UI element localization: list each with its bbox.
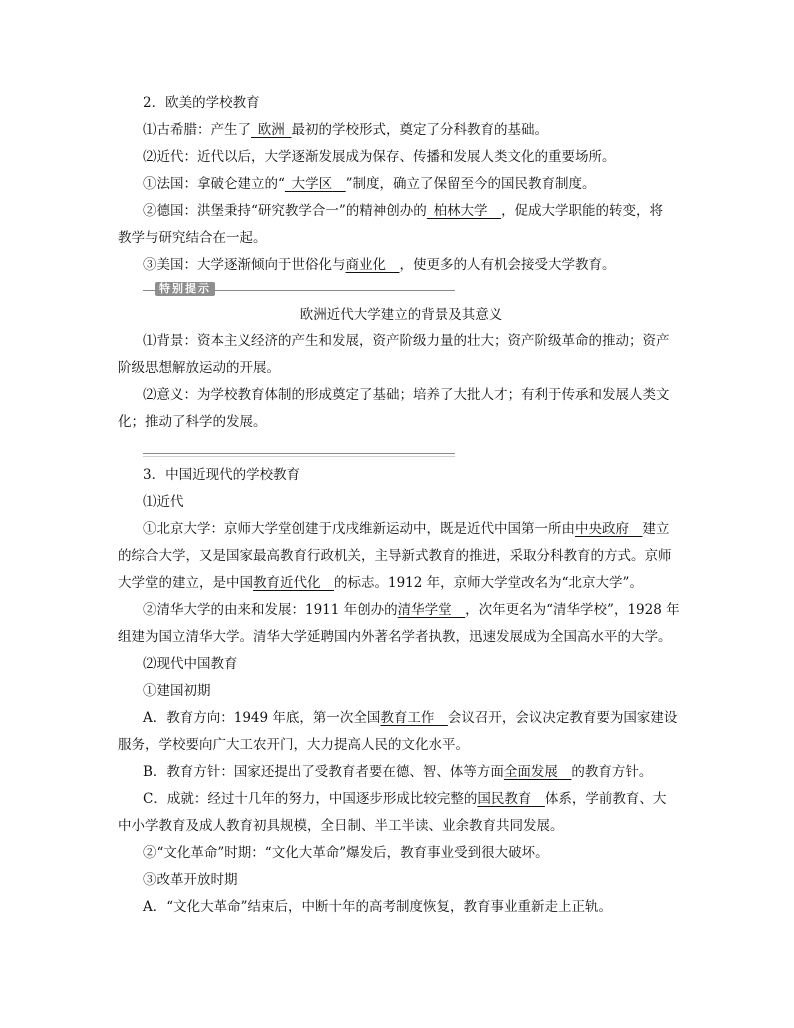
para-usa (143, 255, 684, 275)
answer-blank: 全面发展 (503, 764, 558, 780)
subheading-founding: ①建国初期 (143, 683, 211, 699)
para-achievement-cont: 中小学教育及成人教育初具规模，全日制、半工半读、业余教育共同发展。 (118, 818, 564, 834)
text: ，促成大学职能的转变，将 (501, 203, 664, 219)
para-tsinghua (143, 600, 684, 620)
text: C．成就：经过十几年的努力，中国逐步形成比较完整的 (143, 791, 478, 807)
text: ②清华大学的由来和发展：1911 年创办的 (143, 602, 398, 618)
text: ，使更多的人有机会接受大学教育。 (399, 257, 616, 273)
para-france (143, 174, 684, 194)
answer-blank: 大学区 (291, 176, 333, 192)
para-direction-cont: 服务，学校要向广大工农开门，大力提高人民的文化水平。 (118, 737, 469, 753)
tip-rule (143, 456, 455, 457)
subheading-reform: ③改革开放时期 (143, 872, 238, 888)
answer-blank: 清华学堂 (397, 602, 452, 618)
para-modern: ⑵近代：近代以后，大学逐渐发展成为保存、传播和发展人类文化的重要场所。 (143, 149, 616, 165)
text: B．教育方针：国家还提出了受教育者要在德、智、体等方面 (143, 764, 504, 780)
subheading-contemporary: ⑵现代中国教育 (143, 656, 238, 672)
tip-badge: 特别提示 (155, 282, 215, 296)
text: ②德国：洪堡秉持“研究教学合一”的精神创办的 (143, 203, 427, 219)
answer-blank: 欧洲 (257, 122, 285, 138)
tip-footer-rule (143, 451, 455, 457)
answer-blank: 教育工作 (380, 710, 435, 726)
text: 最初的学校形式，奠定了分科教育的基础。 (291, 122, 548, 138)
text: A．教育方向：1949 年底，第一次全国 (143, 710, 381, 726)
text: 建立 (642, 521, 670, 537)
text: 的教育方针。 (571, 764, 653, 780)
text: ⑴古希腊：产生了 (143, 122, 251, 138)
para-tsinghua-cont: 组建为国立清华大学。清华大学延聘国内外著名学者执教，迅速发展成为全国高水平的大学。 (118, 629, 672, 645)
tip-significance-cont: 化；推动了科学的发展。 (118, 414, 267, 430)
para-germany (143, 201, 684, 221)
text: ，次年更名为“清华学校”，1928 年 (465, 602, 680, 618)
para-reform-a: A．“文化大革命”结束后，中断十年的高考制度恢复，教育事业重新走上正轨。 (143, 899, 613, 915)
answer-blank: 教育近代化 (253, 575, 321, 591)
tip-significance: ⑵意义：为学校教育体制的形成奠定了基础；培养了大批人才；有利于传承和发展人类文 (143, 387, 670, 403)
para-germany-cont: 教学与研究结合在一起。 (118, 230, 267, 246)
para-ancient-greece (143, 120, 684, 140)
para-peking-university (143, 519, 684, 539)
para-direction (143, 708, 684, 728)
text: 体系，学前教育、大 (544, 791, 667, 807)
section-heading-china: 3．中国近现代的学校教育 (143, 467, 301, 483)
text: ”制度，确立了保留至今的国民教育制度。 (345, 176, 596, 192)
para-cultural-revolution: ②“文化革命”时期：“文化大革命”爆发后，教育事业受到很大破坏。 (143, 845, 549, 861)
text: ①法国：拿破仑建立的“ (143, 176, 285, 192)
text: ①北京大学：京师大学堂创建于戊戌维新运动中，既是近代中国第一所由 (143, 521, 575, 537)
answer-blank: 柏林大学 (433, 203, 488, 219)
tip-title: 欧洲近代大学建立的背景及其意义 (299, 307, 503, 323)
tip-header-bar (143, 282, 455, 296)
section-heading-europe-america: 2．欧美的学校教育 (143, 95, 260, 111)
tip-rule (143, 453, 455, 454)
text: 会议召开，会议决定教育要为国家建设 (447, 710, 678, 726)
tip-background-cont: 阶级思想解放运动的开展。 (118, 360, 280, 376)
para-peking-university-cont: 的综合大学，又是国家最高教育行政机关，主导新式教育的推进，采取分科教育的方式。京师 (118, 548, 672, 564)
para-achievement (143, 789, 684, 809)
para-peking-university-cont2 (118, 573, 684, 593)
text: 大学堂的建立，是中国 (118, 575, 253, 591)
text: ③美国：大学逐渐倾向于世俗化与 (143, 257, 346, 273)
tip-background: ⑴背景：资本主义经济的产生和发展，资产阶级力量的壮大；资产阶级革命的推动；资产 (143, 333, 670, 349)
answer-blank: 商业化 (345, 257, 386, 273)
answer-blank: 国民教育 (477, 791, 532, 807)
answer-blank: 中央政府 (575, 521, 629, 537)
subheading-modern-era: ⑴近代 (143, 494, 184, 510)
text: 的标志。1912 年，京师大学堂改名为“北京大学”。 (334, 575, 643, 591)
para-policy (143, 762, 684, 782)
